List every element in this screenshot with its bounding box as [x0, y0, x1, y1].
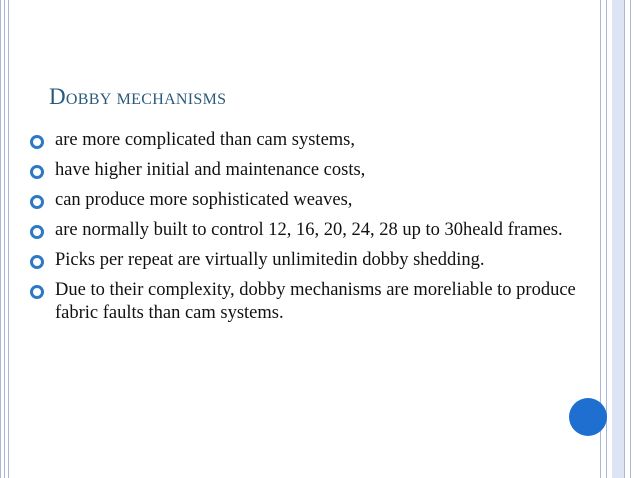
- bullet-text: are normally built to control 12, 16, 20, 24, 28 up to 30heald frames.: [55, 220, 563, 240]
- title-second-word: MECHANISMS: [116, 91, 227, 108]
- hollow-circle-bullet-icon: [30, 165, 44, 179]
- bullet-text: have higher initial and maintenance costs,: [55, 160, 366, 180]
- bullet-list: [26, 129, 586, 332]
- bullet-item: [26, 159, 586, 182]
- bullet-item: [26, 129, 586, 152]
- bullet-text: Due to their complexity, dobby mechanisms are moreliable to produce fabric faults than cam systems.: [55, 280, 576, 323]
- left-border-inner-line: [4, 0, 5, 478]
- left-border-decoration: [0, 0, 9, 478]
- right-border-band: [612, 0, 624, 478]
- bullet-item: [26, 219, 586, 242]
- bullet-item: [26, 249, 586, 272]
- bullet-text: Picks per repeat are virtually unlimitedin dobby shedding.: [55, 250, 485, 270]
- hollow-circle-bullet-icon: [30, 195, 44, 209]
- bullet-item: [26, 189, 586, 212]
- hollow-circle-bullet-icon: [30, 255, 44, 269]
- right-border-decoration: [600, 0, 638, 478]
- hollow-circle-bullet-icon: [30, 135, 44, 149]
- right-border-line: [630, 0, 631, 478]
- right-border-line: [606, 0, 607, 478]
- slide-title: [49, 84, 226, 110]
- filled-circle-icon: [569, 398, 607, 436]
- hollow-circle-bullet-icon: [30, 285, 44, 299]
- right-border-line: [624, 0, 625, 478]
- title-first-word-rest: OBBY: [65, 91, 112, 108]
- title-initial: D: [49, 84, 66, 109]
- bullet-item: [26, 279, 586, 325]
- hollow-circle-bullet-icon: [30, 225, 44, 239]
- bullet-text: are more complicated than cam systems,: [55, 130, 356, 150]
- bullet-text: can produce more sophisticated weaves,: [55, 190, 353, 210]
